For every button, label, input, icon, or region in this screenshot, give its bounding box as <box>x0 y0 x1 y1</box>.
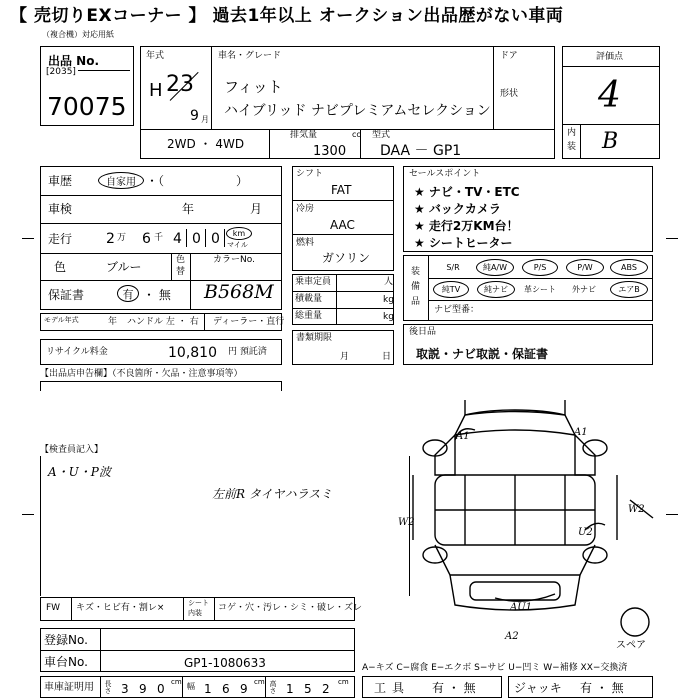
cert-len-2: 9 <box>139 682 147 696</box>
type-label: 型式 <box>372 130 391 140</box>
shaken-nen: 年 <box>182 202 195 216</box>
capacity-l2: 積載量 <box>295 294 323 304</box>
capacity-u1: 人 <box>384 277 394 287</box>
cert-wid-3: 9 <box>240 682 248 696</box>
warranty-rest: ・ 無 <box>143 288 171 302</box>
model-year-nen: 年 <box>108 317 118 327</box>
mileage-sen-unit: 千 <box>154 233 164 243</box>
model-name: フィット <box>224 78 283 96</box>
mileage-label: 走行 <box>48 232 73 246</box>
equip-label-3: 品 <box>411 297 421 307</box>
header-title: 【 売切りEXコーナー 】 過去1年以上 オークション出品歴がない車両 <box>10 6 564 26</box>
shaken-label: 車検 <box>48 202 73 216</box>
cert-hgt-cm: cm <box>338 678 349 686</box>
recycle-label: リサイクル料金 <box>46 347 108 357</box>
iro-label-2: 替 <box>176 267 186 277</box>
sales-label: セールスポイント <box>409 169 481 179</box>
model-year-label: モデル年式 <box>44 316 79 324</box>
color-label: 色 <box>54 260 67 274</box>
lot-tag: [2035] <box>46 67 76 77</box>
diagram-w2a: W2 <box>398 517 415 528</box>
diagram-a1b: A1 <box>574 427 588 438</box>
capacity-u3: kg <box>383 312 394 322</box>
jack-label: ジャッキ <box>514 681 562 695</box>
equip-item-abs: ABS <box>610 259 648 276</box>
cert-hgt-2: 5 <box>304 682 312 696</box>
inspector-note-1: A・U・P波 <box>48 465 111 479</box>
docs-unit2: 日 <box>382 352 392 362</box>
unit-mile: マイル <box>227 241 248 249</box>
cert-hgt-1: 1 <box>286 682 294 696</box>
shift-label: シフト <box>296 169 324 179</box>
jack-value: 有 ・ 無 <box>580 681 624 695</box>
interior-value: B <box>602 129 619 154</box>
equip-item-extnavi: 外ナビ <box>572 284 596 294</box>
colorno-label: カラーNo. <box>213 255 255 265</box>
damage-seat-1: シート <box>188 599 209 607</box>
shaken-tsuki: 月 <box>250 202 263 216</box>
damage-fw: FW <box>46 603 61 613</box>
damage-fw-text: キズ・ヒビ有・割レ× <box>76 603 165 613</box>
year-era: H <box>149 80 163 101</box>
cert-wid-1: 1 <box>204 682 212 696</box>
docs-label: 書類期限 <box>296 333 333 343</box>
warranty-label: 保証書 <box>48 288 85 302</box>
displacement-label: 排気量 <box>290 130 318 140</box>
car-diagram <box>395 380 690 650</box>
capacity-l3: 総重量 <box>295 311 323 321</box>
year-month-unit: 月 <box>201 115 209 124</box>
score-value: 4 <box>598 75 621 116</box>
chassis-value: GP1-1080633 <box>184 656 266 670</box>
cert-len-3: 0 <box>157 682 165 696</box>
later-label: 後日品 <box>409 327 437 337</box>
equip-item-tv: 純TV <box>433 281 469 298</box>
later-value: 取説・ナビ取説・保証書 <box>416 347 549 361</box>
chassis-label: 車台No. <box>44 655 88 669</box>
equip-item-alloy: 純A/W <box>476 259 514 276</box>
docs-unit: 月 <box>340 352 350 362</box>
capacity-u2: kg <box>383 295 394 305</box>
ac-value: AAC <box>330 218 355 232</box>
reki-rest: ・（ ） <box>146 174 249 188</box>
damage-legend: A−キズ C−腐食 E−エクボ S−サビ U−凹ミ W−補修 XX−交換済 <box>362 663 628 673</box>
reki-circle: 自家用 <box>98 172 144 189</box>
cert-wid-label: 幅 <box>187 682 195 691</box>
fuel-value: ガソリン <box>322 251 371 265</box>
cert-wid-cm: cm <box>254 678 265 686</box>
mileage-juu: 0 <box>192 231 201 247</box>
report-frame <box>40 381 282 391</box>
lot-label: 出品 No. <box>48 54 100 68</box>
sales-item-4: ★ シートヒーター <box>414 236 513 250</box>
cert-len-label: 長さ <box>104 680 112 694</box>
diagram-a1: A1 <box>456 431 470 442</box>
cert-hgt-label: 高さ <box>269 680 277 694</box>
displacement-cc: cc <box>352 130 361 139</box>
mileage-hyaku: 4 <box>173 231 182 247</box>
colorno-value: B568M <box>204 281 274 303</box>
year-value: 23 <box>166 72 194 97</box>
displacement-value: 1300 <box>313 144 347 159</box>
cert-len-cm: cm <box>171 678 182 686</box>
mileage-man: 2 <box>106 231 115 247</box>
inspector-note-2: 左前R タイヤハラスミ <box>212 487 333 501</box>
navi-model-label: ナビ型番： <box>434 305 480 315</box>
tools-label: 工具 <box>374 681 411 695</box>
dealer-text: ディーラー・直行 <box>213 317 285 327</box>
color-value: ブルー <box>106 260 142 274</box>
door-label: ドア <box>500 51 518 61</box>
interior-label: 内 <box>567 128 577 138</box>
equip-label-2: 備 <box>411 282 421 292</box>
reg-label: 登録No. <box>44 633 88 647</box>
lot-number: 70075 <box>47 92 127 121</box>
mileage-man-unit: 万 <box>117 233 127 243</box>
equip-item-ps: P/S <box>522 259 558 276</box>
warranty-circle: 有 <box>117 285 139 302</box>
door-shape: 形状 <box>500 89 519 99</box>
diagram-a2: A2 <box>505 631 519 642</box>
diagram-u2: U2 <box>578 527 593 538</box>
cert-label: 車庫証明用 <box>44 682 94 693</box>
shift-value: FAT <box>331 183 352 197</box>
model-grade: ハイブリッド ナビプレミアムセレクション <box>224 103 491 119</box>
diagram-au1: AU1 <box>510 602 533 613</box>
interior-label2: 装 <box>567 142 577 152</box>
tools-value: 有 ・ 無 <box>432 681 476 695</box>
unit-km: km <box>226 227 252 240</box>
equip-item-sr: S/R <box>446 262 460 272</box>
equip-item-leather: 革シート <box>524 284 556 294</box>
reki-label: 車歴 <box>48 174 73 188</box>
cert-len-1: 3 <box>121 682 129 696</box>
capacity-l1: 乗車定員 <box>295 277 332 287</box>
model-label: 車名・グレード <box>218 51 282 61</box>
type-value: DAA － GP1 <box>380 143 462 159</box>
equip-item-pw: P/W <box>566 259 604 276</box>
iro-label-1: 色 <box>176 255 186 265</box>
damage-seat-2: 内装 <box>188 609 202 617</box>
fuel-label: 燃料 <box>296 238 315 248</box>
report-label: 【出品店申告欄】（不良箇所・欠品・注意事項等） <box>40 369 243 379</box>
cert-hgt-3: 2 <box>322 682 330 696</box>
equip-label-1: 装 <box>411 267 421 277</box>
sales-item-3: ★ 走行2万KM台！ <box>414 219 519 233</box>
year-month: 9 <box>190 108 199 124</box>
equip-item-navi: 純ナビ <box>477 281 515 298</box>
recycle-unit: 円 預託済 <box>228 347 267 357</box>
mileage-ichi: 0 <box>211 231 220 247</box>
sales-item-2: ★ バックカメラ <box>414 202 501 216</box>
diagram-w2b: W2 <box>628 504 645 515</box>
mileage-sen: 6 <box>142 231 151 247</box>
sales-item-1: ★ ナビ・TV・ETC <box>414 185 520 199</box>
cert-wid-2: 6 <box>222 682 230 696</box>
header-sub: （複合機）対応用紙 <box>42 30 114 39</box>
equip-item-airbag: エアB <box>610 281 648 298</box>
recycle-value: 10,810 <box>168 345 217 361</box>
drive-value: 2WD ・ 4WD <box>167 137 245 151</box>
damage-seat-text: コゲ・穴・汚レ・シミ・破レ・ズレ <box>218 603 363 613</box>
handle-text: ハンドル 左 ・ 右 <box>127 317 199 327</box>
score-label: 評価点 <box>596 52 624 62</box>
ac-label: 冷房 <box>296 204 315 214</box>
diagram-spare: スペア <box>616 640 646 651</box>
inspector-label: 【検査員記入】 <box>40 445 104 455</box>
year-label: 年式 <box>146 51 165 61</box>
